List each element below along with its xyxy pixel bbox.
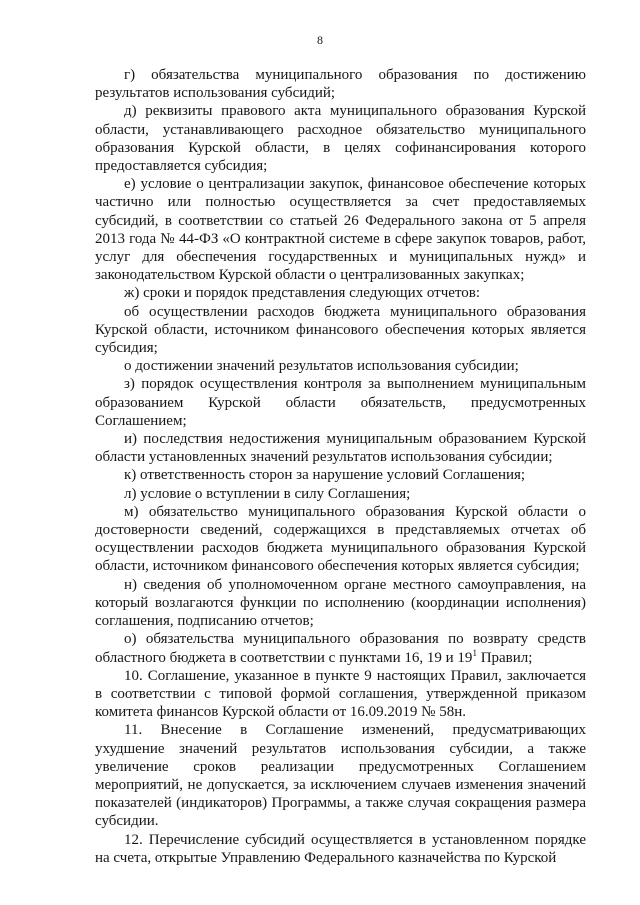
paragraph-10: 10. Соглашение, указанное в пункте 9 настоящих Правил, заключается в соответствии с типовой формой соглашения, утвержденной приказом комитета финансов Курской области от 16.09.2019 № 58н. [95,667,586,721]
paragraph-o-tail: Правил; [476,649,533,666]
paragraph-zh: ж) сроки и порядок представления следующих отчетов: [124,285,481,302]
paragraph-g: г) обязательства муниципального образования по достижению результатов использования субсидий; [95,67,586,102]
paragraph-12: 12. Перечисление субсидий осуществляется в установленном порядке на счета, открытые Управлению Федерального казначейства по Курской [95,831,586,866]
paragraph-l: л) условие о вступлении в силу Соглашения; [124,485,411,502]
document-body [95,66,586,867]
paragraph-o-superscript: 1 [472,647,477,658]
paragraph-report-results: о достижении значений результатов использования субсидии; [124,358,519,375]
paragraph-report-expenses: об осуществлении расходов бюджета муниципального образования Курской области, источником финансового обеспечения которых является субсидия; [95,303,586,357]
paragraph-m: м) обязательство муниципального образования Курской области о достоверности сведений, содержащихся в представляемых отчетах об осуществлении расходов бюджета муниципального образования Курской области, источником финансового обеспечения которых является субсидия; [95,503,586,575]
paragraph-i: и) последствия недостижения муниципальным образованием Курской области установленных значений результатов использования субсидии; [95,431,586,466]
paragraph-e: е) условие о централизации закупок, финансовое обеспечение которых частично или полностью осуществляется за счет предоставляемых субсидий, в соответствии со статьей 26 Федерального закона от 5 апреля 2013 года № 44-ФЗ «О контрактной системе в сфере закупок товаров, работ, услуг для обеспечения государственных и муниципальных нужд» и законодательством Курской области о централизованных закупках; [95,176,586,284]
paragraph-11: 11. Внесение в Соглашение изменений, предусматривающих ухудшение значений результатов использования субсидии, а также увеличение сроков реализации предусмотренных Соглашением мероприятий, не допускается, за исключением случаев изменения значений показателей (индикаторов) Программы, а также случая сокращения размера субсидии. [95,722,586,830]
paragraph-n: н) сведения об уполномоченном органе местного самоуправления, на который возлагаются функции по исполнению (координации исполнения) соглашения, подписанию отчетов; [95,576,586,630]
paragraph-o [95,630,586,666]
paragraph-d: д) реквизиты правового акта муниципального образования Курской области, устанавливающего расходное обязательство муниципального образования Курской области, в целях софинансирования которого предоставляется субсидия; [95,103,586,175]
paragraph-o-text: о) обязательства муниципального образования по возврату средств областного бюджета в соответствии с пунктами 16, 19 и 19 [95,631,586,666]
page-number: 8 [317,33,323,47]
paragraph-k: к) ответственность сторон за нарушение условий Соглашения; [124,467,526,484]
paragraph-z: з) порядок осуществления контроля за выполнением муниципальным образованием Курской области обязательств, предусмотренных Соглашением; [95,376,586,429]
